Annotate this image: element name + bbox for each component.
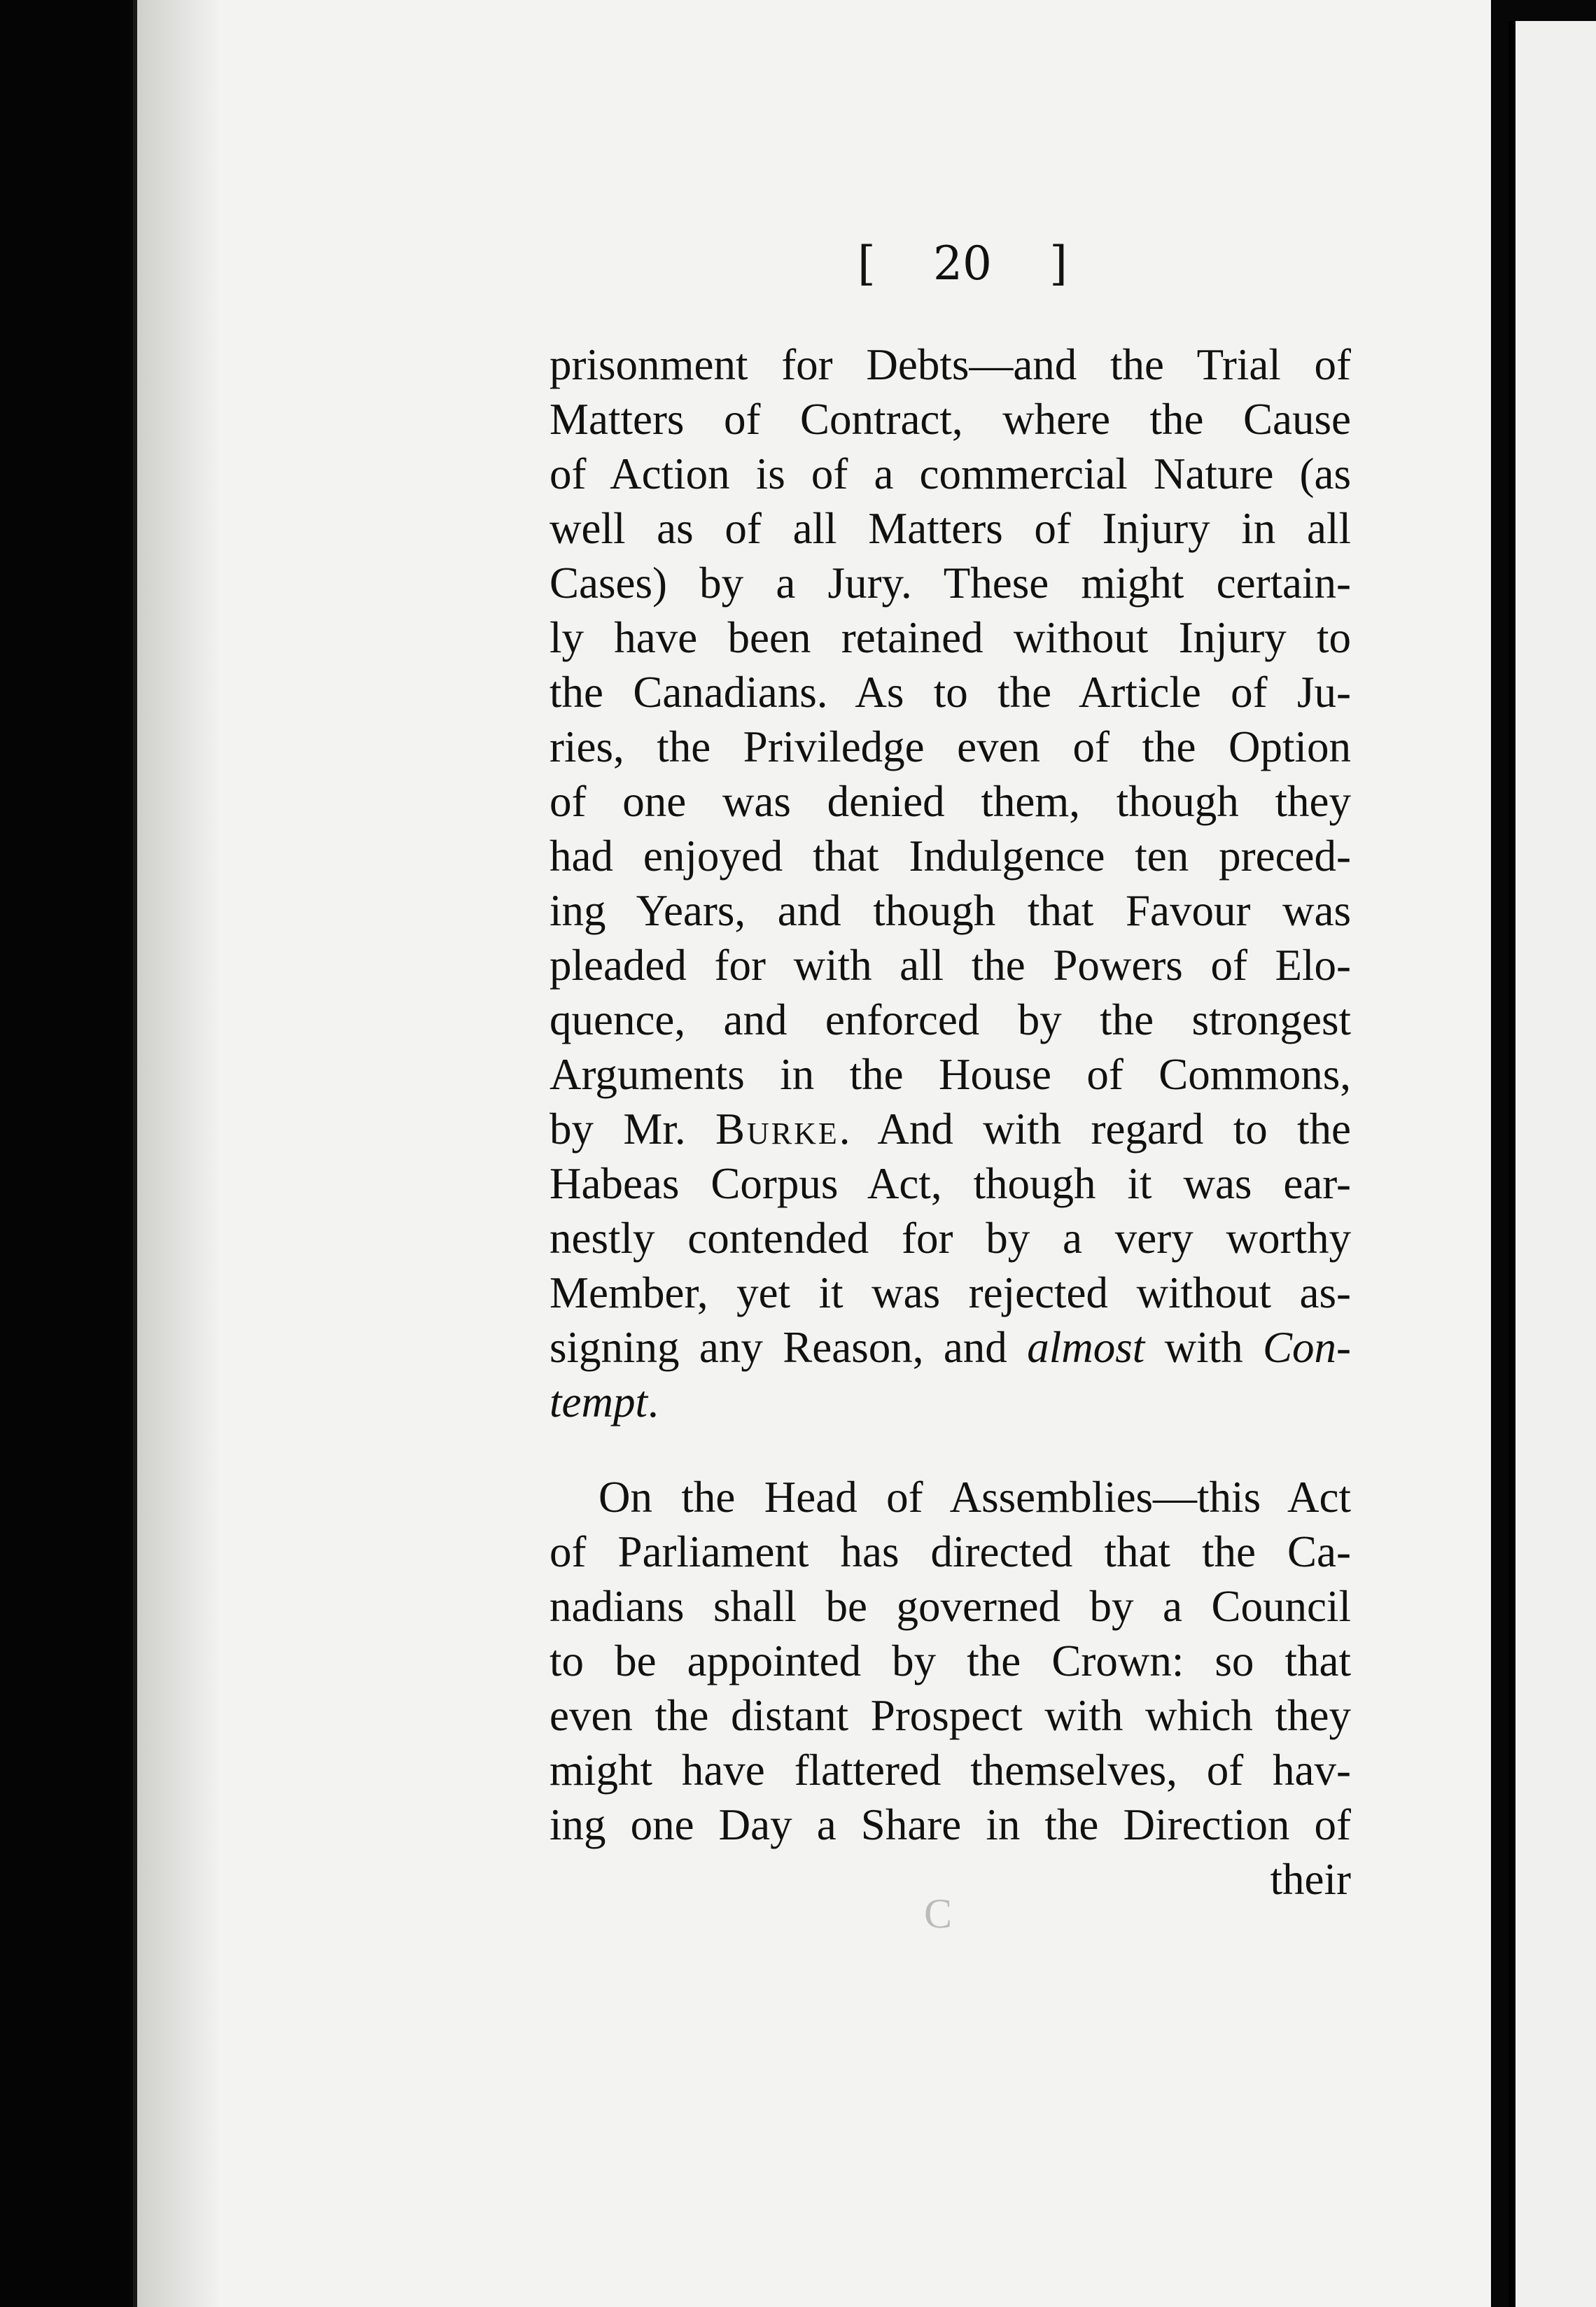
book-gutter-left [0,0,140,2307]
next-page-edge [1508,21,1596,2307]
text-fragment: . And with regard to the [839,1105,1351,1154]
text-line: to be appointed by the Crown: so that [550,1636,1351,1685]
emphasis-almost: almost [1027,1323,1145,1372]
text-line: quence, and enforced by the strongest [550,995,1351,1044]
text-fragment: signing any Reason, and [550,1323,1028,1372]
text-line: Member, yet it was rejected without as- [550,1268,1351,1317]
text-line: of Action is of a commercial Nature (as [550,449,1351,498]
text-line: prisonment for Debts—and the Trial of [550,340,1351,389]
text-line: ly have been retained without Injury to [550,613,1351,662]
name-burke: Burke [715,1105,839,1154]
text-line: the Canadians. As to the Article of Ju- [550,668,1351,717]
text-line: even the distant Prospect with which they [550,1691,1351,1740]
text-line: of Parliament has directed that the Ca- [550,1527,1351,1576]
text-line: of one was denied them, though they [550,777,1351,826]
paragraph-gap [550,1429,1351,1470]
body-text [550,337,1351,1907]
text-line: Matters of Contract, where the Cause [550,395,1351,444]
text-line: Arguments in the House of Commons, [550,1050,1351,1099]
signature-mark: C [924,1891,953,1937]
text-line: nadians shall be governed by a Council [550,1582,1351,1631]
text-line [550,1320,1351,1375]
text-line [550,1375,1351,1429]
text-line: ing one Day a Share in the Direction of [550,1800,1351,1849]
text-line: Habeas Corpus Act, though it was ear- [550,1159,1351,1208]
emphasis-contempt-end: tempt [550,1377,648,1426]
page-number: 20 [933,237,992,290]
text-line: had enjoyed that Indulgence ten preced- [550,832,1351,881]
text-line: ries, the Priviledge even of the Option [550,722,1351,771]
text-line: pleaded for with all the Powers of Elo- [550,941,1351,990]
catchword: their [1270,1855,1351,1904]
text-fragment: with [1144,1323,1263,1372]
text-line: well as of all Matters of Injury in all [550,504,1351,553]
text-line [550,1102,1351,1156]
text-line: ing Years, and though that Favour was [550,886,1351,935]
text-line: nestly contended for by a very worthy [550,1214,1351,1263]
page-number-header [858,237,1068,290]
bracket-close: ] [1049,237,1068,290]
bracket-open: [ [858,237,876,290]
text-fragment: by Mr. [550,1105,715,1154]
text-line: might have flattered themselves, of hav- [550,1746,1351,1795]
page-binding-shadow [137,0,221,2307]
emphasis-contempt: Con- [1262,1323,1351,1372]
text-fragment: . [647,1377,659,1426]
text-line: On the Head of Assemblies—this Act [598,1473,1351,1522]
text-line: Cases) by a Jury. These might certain- [550,559,1351,608]
